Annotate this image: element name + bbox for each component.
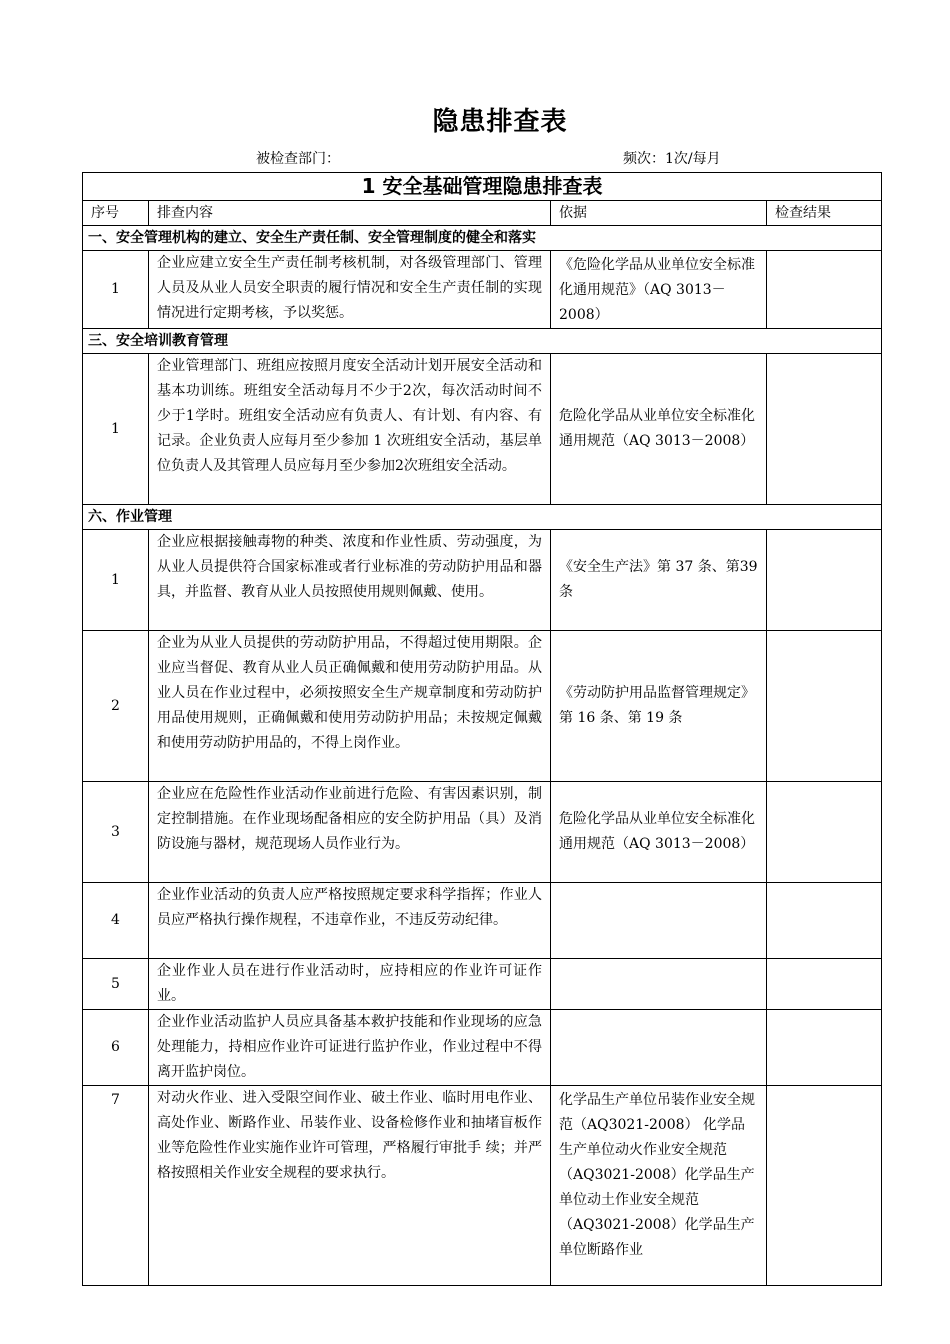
table-row: [83, 1010, 882, 1086]
table-header-row: [83, 201, 882, 226]
row-result[interactable]: [767, 883, 882, 959]
row-number: 5: [83, 959, 149, 1010]
row-result[interactable]: [767, 530, 882, 631]
row-content: 企业作业活动监护人员应具备基本救护技能和作业现场的应急处理能力，持相应作业许可证进行监护作业，作业过程中不得离开监护岗位。: [149, 1010, 551, 1086]
row-result[interactable]: [767, 354, 882, 505]
column-header-no: 序号: [83, 201, 149, 226]
row-basis: 《劳动防护用品监督管理规定》第 16 条、第 19 条: [551, 631, 767, 782]
row-content: 企业应建立安全生产责任制考核机制，对各级管理部门、管理人员及从业人员安全职责的履行情况和安全生产责任制的实现情况进行定期考核，予以奖惩。: [149, 251, 551, 329]
row-result[interactable]: [767, 782, 882, 883]
inspection-table: [82, 172, 882, 1286]
row-result[interactable]: [767, 1086, 882, 1286]
section-row: [83, 329, 882, 354]
row-result[interactable]: [767, 959, 882, 1010]
row-result[interactable]: [767, 631, 882, 782]
section-row: [83, 226, 882, 251]
row-content: 企业应根据接触毒物的种类、浓度和作业性质、劳动强度，为从业人员提供符合国家标准或者行业标准的劳动防护用品和器具，并监督、教育从业人员按照使用规则佩戴、使用。: [149, 530, 551, 631]
table-row: [83, 530, 882, 631]
frequency-label: 频次：1次/每月: [623, 151, 721, 167]
section-row: [83, 505, 882, 530]
section-title: 三、安全培训教育管理: [83, 329, 882, 354]
row-basis: [551, 1010, 767, 1086]
table-row: [83, 354, 882, 505]
row-content: 企业管理部门、班组应按照月度安全活动计划开展安全活动和基本功训练。班组安全活动每月不少于2次，每次活动时间不少于1学时。班组安全活动应有负责人、有计划、有内容、有记录。企业负责人应每月至少参加 1 次班组安全活动，基层单位负责人及其管理人员应每月至少参加2次班组安全活动。: [149, 354, 551, 505]
row-content: 企业应在危险性作业活动作业前进行危险、有害因素识别，制定控制措施。在作业现场配备相应的安全防护用品（具）及消防设施与器材，规范现场人员作业行为。: [149, 782, 551, 883]
column-header-content: 排查内容: [149, 201, 551, 226]
row-basis: [551, 883, 767, 959]
table-row: [83, 1086, 882, 1286]
column-header-result: 检查结果: [767, 201, 882, 226]
column-header-basis: 依据: [551, 201, 767, 226]
row-basis: 《安全生产法》第 37 条、第39条: [551, 530, 767, 631]
section-title: 六、作业管理: [83, 505, 882, 530]
row-number: 1: [83, 530, 149, 631]
row-number: 6: [83, 1010, 149, 1086]
table-row: [83, 883, 882, 959]
row-number: 2: [83, 631, 149, 782]
table-row: [83, 782, 882, 883]
row-content: 企业作业活动的负责人应严格按照规定要求科学指挥；作业人员应严格执行操作规程，不违章作业，不违反劳动纪律。: [149, 883, 551, 959]
row-basis: 《危险化学品从业单位安全标准化通用规范》（AQ 3013－2008）: [551, 251, 767, 329]
row-basis: [551, 959, 767, 1010]
row-content: 企业为从业人员提供的劳动防护用品，不得超过使用期限。企业应当督促、教育从业人员正确佩戴和使用劳动防护用品。从业人员在作业过程中，必须按照安全生产规章制度和劳动防护用品使用规则，正确佩戴和使用劳动防护用品；未按规定佩戴和使用劳动防护用品的，不得上岗作业。: [149, 631, 551, 782]
row-basis: 化学品生产单位吊装作业安全规范（AQ3021-2008） 化学品生产单位动火作业安全规范（AQ3021-2008）化学品生产单位动土作业安全规范（AQ3021-2008）化学品生产单位断路作业: [551, 1086, 767, 1286]
row-content: 企业作业人员在进行作业活动时，应持相应的作业许可证作业。: [149, 959, 551, 1010]
inspected-department-label: 被检查部门：: [256, 151, 340, 167]
row-number: 1: [83, 251, 149, 329]
table-title-row: [83, 173, 882, 201]
row-number: 3: [83, 782, 149, 883]
table-row: [83, 959, 882, 1010]
row-result[interactable]: [767, 1010, 882, 1086]
table-row: [83, 631, 882, 782]
row-result[interactable]: [767, 251, 882, 329]
section-title: 一、安全管理机构的建立、安全生产责任制、安全管理制度的健全和落实: [83, 226, 882, 251]
table-title: 1 安全基础管理隐患排查表: [83, 173, 882, 201]
table-row: [83, 251, 882, 329]
row-number: 1: [83, 354, 149, 505]
row-basis: 危险化学品从业单位安全标准化通用规范（AQ 3013－2008）: [551, 782, 767, 883]
row-content: 对动火作业、进入受限空间作业、破土作业、临时用电作业、高处作业、断路作业、吊装作业、设备检修作业和抽堵盲板作业等危险性作业实施作业许可管理，严格履行审批手 续；并严格按照相关作业安全规程的要求执行。: [149, 1086, 551, 1286]
row-basis: 危险化学品从业单位安全标准化通用规范（AQ 3013－2008）: [551, 354, 767, 505]
row-number: 4: [83, 883, 149, 959]
row-number: 7: [83, 1086, 149, 1286]
page-title: 隐患排查表: [432, 107, 568, 137]
